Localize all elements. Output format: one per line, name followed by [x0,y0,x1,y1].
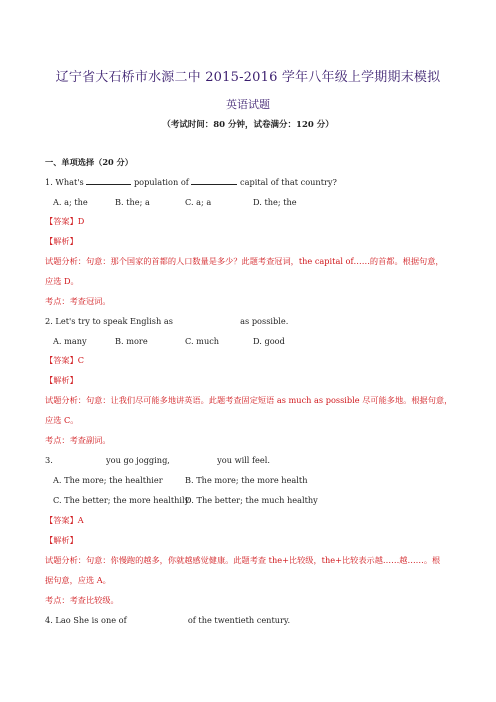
question-3-analysis: 试题分析：句意：你慢跑的越多，你就越感觉健康。此题考查 the+比较级，the+比较表示越……越……。根 [45,555,441,565]
question-4-stem-part-b: of the twentieth century. [185,615,291,625]
question-2-stem-part-b: as possible. [237,316,289,326]
question-3-kaodian: 考点：考查比较级。 [45,595,119,605]
question-2-stem [45,316,288,327]
question-3-answer: 【答案】A [45,515,84,525]
question-1-option-d: D. the; the [253,197,297,207]
question-1-jiexi-label: 【解析】 [45,236,78,246]
question-3-jiexi-label: 【解析】 [45,535,78,545]
question-1-option-a: A. a; the [53,197,88,207]
question-3-analysis-cont: 据句意，应选 A。 [45,575,111,585]
question-2-option-b: B. more [115,336,148,346]
question-1-stem-part-b: population of [131,177,192,187]
question-2-option-a: A. many [53,336,87,346]
question-3-option-d: D. The better; the much healthy [185,495,318,505]
question-3-stem-part-b: you go jogging, [103,455,173,465]
question-1-option-b: B. the; a [115,197,150,207]
question-3-options-row-2 [53,495,318,506]
question-2-analysis: 试题分析：句意：让我们尽可能多地讲英语。此题考查固定短语 as much as possible 尽可能多地。根据句意， [45,395,453,405]
question-1-blank-2 [191,176,237,185]
question-2-analysis-cont: 应选 C。 [45,415,79,425]
question-4-stem [45,615,290,626]
question-1-kaodian: 考点：考查冠词。 [45,296,111,306]
question-2-stem-part-a: 2. Let's try to speak English as [45,316,176,326]
question-2-jiexi-label: 【解析】 [45,375,78,385]
question-3-option-a: A. The more; the healthier [53,475,163,485]
question-1-blank-1 [86,176,131,185]
exam-info: （考试时间：80 分钟，试卷满分：120 分） [162,120,334,130]
document-subtitle: 英语试题 [226,98,270,111]
question-1-option-c: C. a; a [185,197,212,207]
question-1-stem [45,176,337,188]
section-heading: 一、单项选择（20 分） [45,157,133,167]
question-2-answer: 【答案】C [45,355,85,365]
document-title: 辽宁省大石桥市水源二中 2015-2016 学年八年级上学期期末模拟 [55,70,441,85]
question-1-answer: 【答案】D [45,216,85,226]
question-3-options-row-1 [53,475,307,486]
question-2-option-c: C. much [185,336,220,346]
question-4-stem-part-a: 4. Lao She is one of [45,615,130,625]
question-1-stem-part-c: capital of that country? [237,177,337,187]
question-2-kaodian: 考点：考查副词。 [45,435,111,445]
question-3-option-b: B. The more; the more health [185,475,308,485]
question-3-stem [45,455,270,466]
question-3-stem-part-c: you will feel. [214,455,270,465]
question-1-stem-part-a: 1. What's [45,177,87,187]
question-2-options [53,336,285,347]
question-3-stem-part-a: 3. [45,455,56,465]
question-1-analysis-cont: 应选 D。 [45,276,79,286]
question-3-option-c: C. The better; the more healthily [53,495,190,505]
question-1-analysis: 试题分析：句意：那个国家的首都的人口数量是多少？此题考查冠词，the capital of……的首都。根据句意， [45,256,444,266]
question-2-option-d: D. good [253,336,285,346]
question-1-options [53,197,297,208]
